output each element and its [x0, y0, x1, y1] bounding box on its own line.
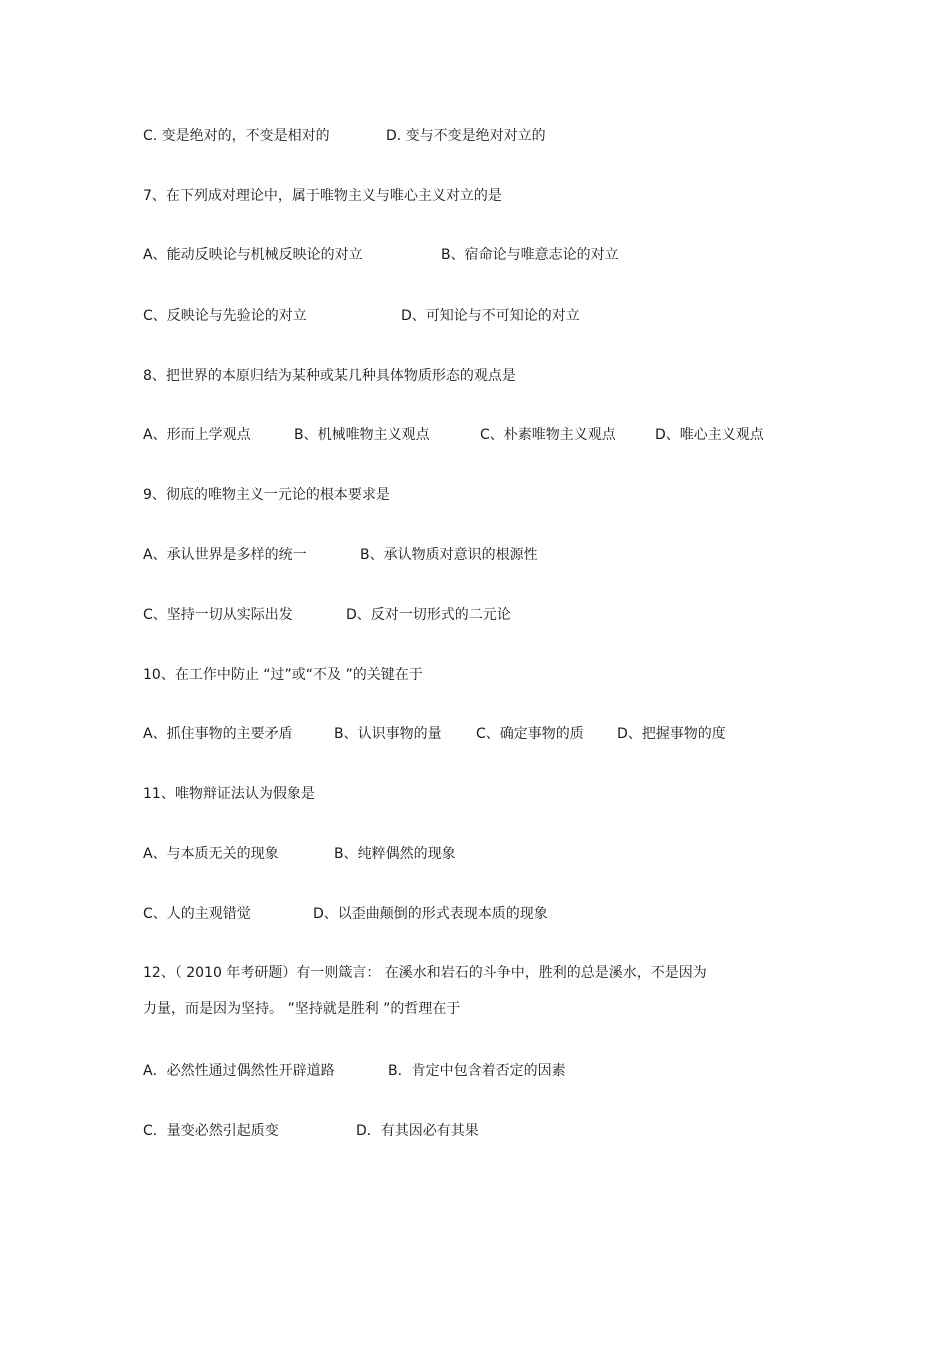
option-c: C、确定事物的质	[476, 726, 584, 742]
option-d: D、反对一切形式的二元论	[346, 607, 511, 623]
option-b: B、宿命论与唯意志论的对立	[441, 247, 619, 263]
question-9-stem: 9、彻底的唯物主义一元论的根本要求是	[143, 487, 390, 503]
option-c: C、人的主观错觉	[143, 906, 251, 922]
option-d: D．有其因必有其果	[356, 1123, 479, 1139]
option-d: D、可知论与不可知论的对立	[401, 308, 580, 324]
question-7-stem: 7、在下列成对理论中，属于唯物主义与唯心主义对立的是	[143, 188, 502, 204]
option-c: C. 变是绝对的，不变是相对的	[143, 128, 330, 144]
option-b: B、机械唯物主义观点	[294, 427, 430, 443]
option-a: A、能动反映论与机械反映论的对立	[143, 247, 363, 263]
option-d: D、唯心主义观点	[655, 427, 764, 443]
option-d: D. 变与不变是绝对对立的	[386, 128, 546, 144]
question-10-stem: 10、在工作中防止 “过”或“不及 ”的关键在于	[143, 667, 423, 683]
option-a: A、抓住事物的主要矛盾	[143, 726, 293, 742]
option-d: D、把握事物的度	[617, 726, 726, 742]
option-b: B．肯定中包含着否定的因素	[388, 1063, 566, 1079]
option-c: C、坚持一切从实际出发	[143, 607, 293, 623]
option-b: B、承认物质对意识的根源性	[360, 547, 538, 563]
option-a: A、与本质无关的现象	[143, 846, 279, 862]
option-a: A．必然性通过偶然性开辟道路	[143, 1063, 335, 1079]
option-b: B、纯粹偶然的现象	[334, 846, 456, 862]
option-c: C、反映论与先验论的对立	[143, 308, 307, 324]
question-11-stem: 11、唯物辩证法认为假象是	[143, 786, 315, 802]
option-d: D、以歪曲颠倒的形式表现本质的现象	[313, 906, 548, 922]
option-c: C．量变必然引起质变	[143, 1123, 279, 1139]
option-c: C、朴素唯物主义观点	[480, 427, 616, 443]
question-12-stem-line-2: 力量，而是因为坚持。 ”坚持就是胜利 ”的哲理在于	[143, 1001, 461, 1017]
question-12-stem-line-1: 12、（ 2010 年考研题）有一则箴言： 在溪水和岩石的斗争中，胜利的总是溪水，不是因为	[143, 965, 707, 981]
option-b: B、认识事物的量	[334, 726, 442, 742]
option-a: A、承认世界是多样的统一	[143, 547, 307, 563]
question-8-stem: 8、把世界的本原归结为某种或某几种具体物质形态的观点是	[143, 368, 516, 384]
option-a: A、形而上学观点	[143, 427, 251, 443]
